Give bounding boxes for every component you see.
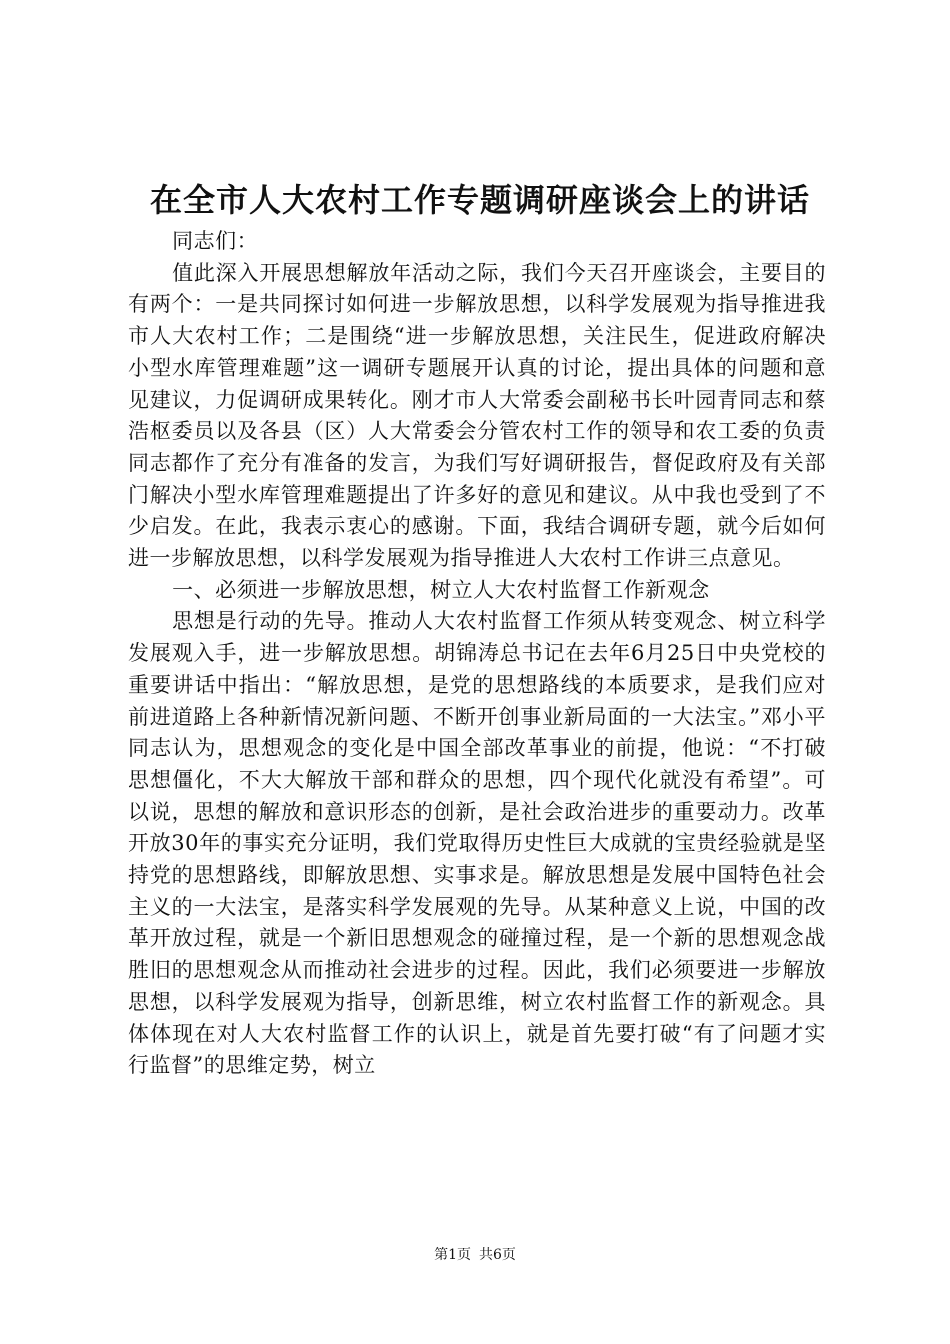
document-body xyxy=(128,226,826,1082)
document-title: 在全市人大农村工作专题调研座谈会上的讲话 xyxy=(149,181,810,219)
paragraph-intro: 值此深入开展思想解放年活动之际，我们今天召开座谈会，主要目的有两个：一是共同探讨如何进一步解放思想，以科学发展观为指导推进我市人大农村工作；二是围绕“进一步解放思想，关注民生，促进政府解决小型水库管理难题”这一调研专题展开认真的讨论，提出具体的问题和意见建议，力促调研成果转化。刚才市人大常委会副秘书长叶园青同志和蔡浩枢委员以及各县（区）人大常委会分管农村工作的领导和农工委的负责同志都作了充分有准备的发言，为我们写好调研报告，督促政府及有关部门解决小型水库管理难题提出了许多好的意见和建议。从中我也受到了不少启发。在此，我表示衷心的感谢。下面，我结合调研专题，就今后如何进一步解放思想，以科学发展观为指导推进人大农村工作讲三点意见。 xyxy=(128,260,826,571)
page-footer xyxy=(0,1246,950,1264)
page-total: 共6页 xyxy=(479,1247,516,1263)
salutation: 同志们： xyxy=(172,229,259,253)
section-heading-1: 一、必须进一步解放思想，树立人大农村监督工作新观念 xyxy=(172,577,710,602)
page-number: 第1页 xyxy=(434,1247,471,1263)
paragraph-section-1: 思想是行动的先导。推动人大农村监督工作须从转变观念、树立科学发展观入手，进一步解放思想。胡锦涛总书记在去年6月25日中央党校的重要讲话中指出：“解放思想，是党的思想路线的本质要求，是我们应对前进道路上各种新情况新问题、不断开创事业新局面的一大法宝。”邓小平同志认为，思想观念的变化是中国全部改革事业的前提，他说：“不打破思想僵化，不大大解放干部和群众的思想，四个现代化就没有希望”。可以说，思想的解放和意识形态的创新，是社会政治进步的重要动力。改革开放30年的事实充分证明，我们党取得历史性巨大成就的宝贵经验就是坚持党的思想路线，即解放思想、实事求是。解放思想是发展中国特色社会主义的一大法宝，是落实科学发展观的先导。从某种意义上说，中国的改革开放过程，就是一个新旧思想观念的碰撞过程，是一个新的思想观念战胜旧的思想观念从而推动社会进步的过程。因此，我们必须要进一步解放思想，以科学发展观为指导，创新思维，树立农村监督工作的新观念。具体体现在对人大农村监督工作的认识上，就是首先要打破“有了问题才实行监督”的思维定势，树立 xyxy=(128,609,826,1078)
